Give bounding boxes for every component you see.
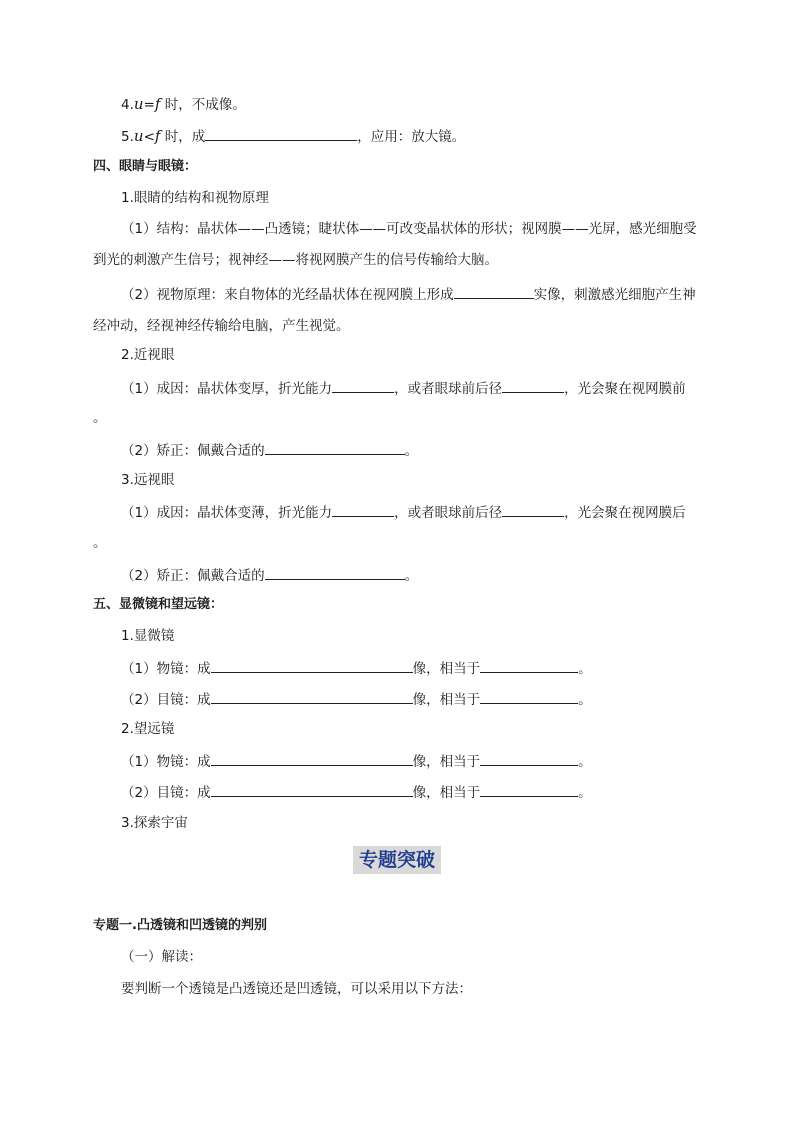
hyperopia-fix	[121, 564, 418, 586]
topic-title-banner: 专题突破	[353, 846, 441, 874]
fill-blank[interactable]	[480, 750, 578, 766]
section-heading-eyes: 四、眼睛与眼镜：	[93, 159, 198, 174]
fill-blank[interactable]	[502, 377, 564, 393]
image-word: 像，相当于	[412, 785, 481, 801]
period: 。	[578, 692, 592, 708]
telescope-objective	[121, 750, 592, 772]
period: 。	[578, 661, 592, 677]
fill-blank[interactable]	[454, 283, 534, 299]
hyperopia-fix-b: 。	[404, 568, 419, 584]
math-less-than: <	[143, 129, 155, 145]
item-number: 5.	[121, 129, 134, 145]
fill-blank[interactable]	[480, 688, 578, 704]
fill-blank[interactable]	[502, 501, 564, 517]
hyperopia-cause	[121, 501, 686, 523]
eyepiece-label: （2）目镜：成	[121, 692, 211, 708]
myopia-fix-a: （2）矫正：佩戴合适的	[121, 443, 265, 459]
hyperopia-cause-c: ，光会聚在视网膜后	[564, 505, 686, 521]
fill-blank[interactable]	[211, 750, 413, 766]
telescope-eyepiece	[121, 781, 592, 803]
vision-text-before: （2）视物原理：来自物体的光经晶状体在视网膜上形成	[121, 287, 454, 303]
image-word: 像，相当于	[412, 661, 481, 677]
fill-blank[interactable]	[205, 125, 357, 141]
myopia-fix-b: 。	[404, 443, 419, 459]
item-text: 时，不成像。	[160, 97, 246, 113]
microscope-objective	[121, 657, 592, 679]
fill-blank[interactable]	[480, 781, 578, 797]
fill-blank[interactable]	[265, 439, 405, 455]
math-equals: =	[143, 97, 155, 113]
item-number: 4.	[121, 97, 134, 113]
image-word: 像，相当于	[412, 692, 481, 708]
fill-blank[interactable]	[332, 377, 394, 393]
fill-blank[interactable]	[211, 688, 413, 704]
microscope-eyepiece	[121, 688, 592, 710]
objective-label: （1）物镜：成	[121, 661, 211, 677]
subheading-telescope: 2.望远镜	[121, 721, 175, 737]
period: 。	[578, 754, 592, 770]
fill-blank[interactable]	[211, 781, 413, 797]
math-u: u	[133, 127, 144, 145]
hyperopia-end-mark: 。	[93, 535, 107, 551]
hyperopia-cause-a: （1）成因：晶状体变薄，折光能力	[121, 505, 333, 521]
math-f: f	[154, 127, 161, 145]
myopia-cause-a: （1）成因：晶状体变厚，折光能力	[121, 381, 333, 397]
subheading-eye-structure: 1.眼睛的结构和视物原理	[121, 190, 269, 206]
paragraph-vision	[93, 280, 703, 342]
myopia-fix	[121, 439, 418, 461]
topic-heading: 专题一.凸透镜和凹透镜的判别	[93, 918, 267, 933]
fill-blank[interactable]	[332, 501, 394, 517]
vision-text-after: 实像，刺激感光细胞产生神经冲动，经视神经传输给电脑，产生视觉。	[93, 287, 696, 334]
item-text: 时，成	[160, 129, 206, 145]
item-4	[121, 94, 246, 115]
fill-blank[interactable]	[480, 657, 578, 673]
myopia-cause-b: ，或者眼球前后径	[394, 381, 503, 397]
topic-subheading: （一）解读：	[121, 949, 202, 965]
myopia-end-mark: 。	[93, 410, 107, 426]
hyperopia-fix-a: （2）矫正：佩戴合适的	[121, 568, 265, 584]
math-f: f	[154, 95, 161, 113]
myopia-cause-c: ，光会聚在视网膜前	[564, 381, 686, 397]
eyepiece-label: （2）目镜：成	[121, 785, 211, 801]
math-u: u	[133, 95, 144, 113]
fill-blank[interactable]	[265, 564, 405, 580]
myopia-cause	[121, 377, 686, 399]
section-heading-instruments: 五、显微镜和望远镜：	[93, 597, 224, 612]
paragraph-structure: （1）结构：晶状体——凸透镜；睫状体——可改变晶状体的形状；视网膜——光屏，感光细胞受到光的刺激产生信号；视神经——将视网膜产生的信号传输给大脑。	[93, 221, 697, 268]
period: 。	[578, 785, 592, 801]
subheading-universe: 3.探索宇宙	[121, 815, 188, 831]
fill-blank[interactable]	[211, 657, 413, 673]
subheading-myopia: 2.近视眼	[121, 347, 175, 363]
item-text-after: ，应用：放大镜。	[357, 129, 466, 145]
image-word: 像，相当于	[412, 754, 481, 770]
subheading-hyperopia: 3.远视眼	[121, 472, 175, 488]
topic-text: 要判断一个透镜是凸透镜还是凹透镜，可以采用以下方法：	[121, 981, 472, 997]
hyperopia-cause-b: ，或者眼球前后径	[394, 505, 503, 521]
subheading-microscope: 1.显微镜	[121, 628, 175, 644]
item-5	[121, 125, 465, 147]
objective-label: （1）物镜：成	[121, 754, 211, 770]
